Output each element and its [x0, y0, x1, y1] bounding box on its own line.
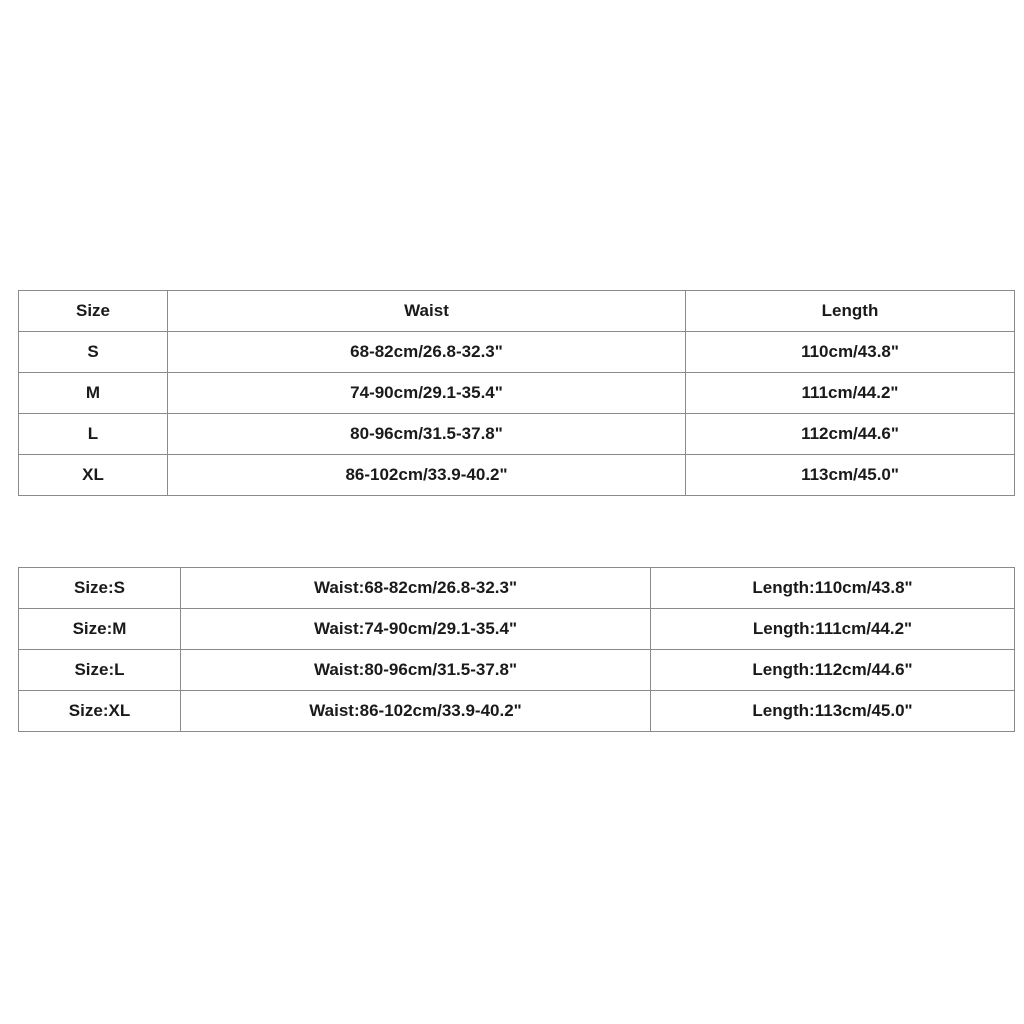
- waist-cell: Waist:86-102cm/33.9-40.2": [181, 691, 651, 732]
- length-cell: 111cm/44.2": [686, 373, 1015, 414]
- table-row: [19, 650, 1015, 691]
- size-cell: Size:M: [19, 609, 181, 650]
- length-cell: Length:110cm/43.8": [651, 568, 1015, 609]
- length-cell: Length:112cm/44.6": [651, 650, 1015, 691]
- header-size: Size: [19, 291, 168, 332]
- size-chart-table: [18, 290, 1015, 496]
- table-row: [19, 332, 1015, 373]
- size-cell: Size:S: [19, 568, 181, 609]
- length-cell: 112cm/44.6": [686, 414, 1015, 455]
- waist-cell: Waist:80-96cm/31.5-37.8": [181, 650, 651, 691]
- table-header-row: [19, 291, 1015, 332]
- table-row: [19, 455, 1015, 496]
- size-detail-table: [18, 567, 1015, 732]
- size-cell: M: [19, 373, 168, 414]
- table-row: [19, 414, 1015, 455]
- size-cell: Size:XL: [19, 691, 181, 732]
- header-waist: Waist: [168, 291, 686, 332]
- waist-cell: Waist:74-90cm/29.1-35.4": [181, 609, 651, 650]
- table-row: [19, 609, 1015, 650]
- table-row: [19, 691, 1015, 732]
- size-cell: Size:L: [19, 650, 181, 691]
- length-cell: 113cm/45.0": [686, 455, 1015, 496]
- waist-cell: 74-90cm/29.1-35.4": [168, 373, 686, 414]
- waist-cell: 86-102cm/33.9-40.2": [168, 455, 686, 496]
- table-row: [19, 373, 1015, 414]
- length-cell: 110cm/43.8": [686, 332, 1015, 373]
- waist-cell: Waist:68-82cm/26.8-32.3": [181, 568, 651, 609]
- length-cell: Length:111cm/44.2": [651, 609, 1015, 650]
- waist-cell: 80-96cm/31.5-37.8": [168, 414, 686, 455]
- header-length: Length: [686, 291, 1015, 332]
- table-row: [19, 568, 1015, 609]
- size-cell: S: [19, 332, 168, 373]
- size-cell: XL: [19, 455, 168, 496]
- size-cell: L: [19, 414, 168, 455]
- length-cell: Length:113cm/45.0": [651, 691, 1015, 732]
- waist-cell: 68-82cm/26.8-32.3": [168, 332, 686, 373]
